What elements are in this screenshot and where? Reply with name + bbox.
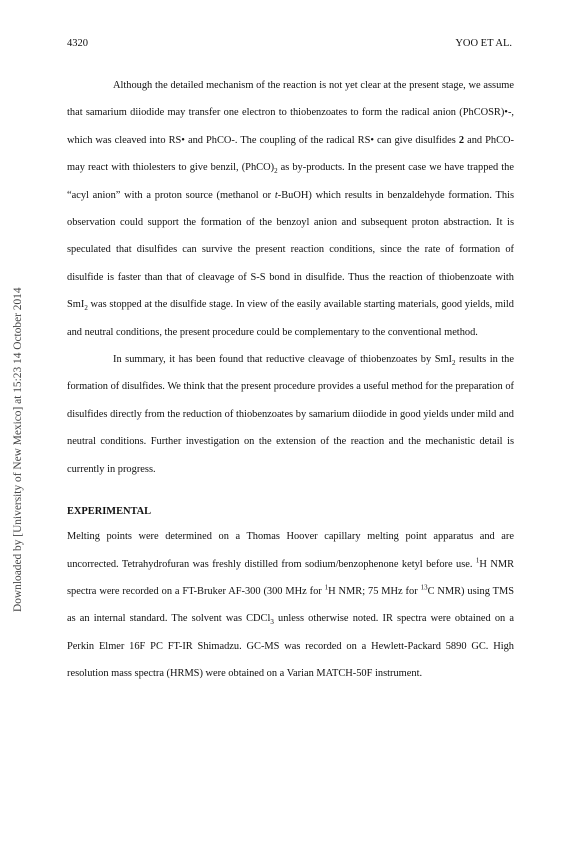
watermark-text: Downloaded by [University of New Mexico] at 15:23 14 October 2014	[12, 287, 24, 612]
page-number: 4320	[67, 38, 88, 49]
running-title: YOO ET AL.	[455, 38, 512, 49]
article-body	[67, 72, 514, 688]
running-header	[67, 38, 512, 52]
section-heading-experimental: EXPERIMENTAL	[67, 506, 152, 518]
compound-number: 2	[458, 134, 465, 146]
paragraph-mechanism: Although the detailed mechanism of the reaction is not yet clear at the present stage, we assume that samarium diiodide may transfer one electron to thiobenzoates to form the radical anion (PhCOSR)•-, which was cleaved into RS• and PhCO-. The coupling of the radical RS• can give disulfides 2 and PhCO- may react with thiolesters to give benzil, $(PhCO)_2$ as by-products. In the present case we have trapped the “acyl anion” with a proton source (methanol or t-BuOH) which results in benzaldehyde formation. This observation could support the formation of the benzoyl anion and subsequent proton abstraction. It is speculated that disulfides can survive the present reaction conditions, since the rate of formation of disulfide is faster than that of cleavage of S-S bond in disulfide. Thus the reaction of thiobenzoate with SmI$_2$ was stopped at the disulfide stage. In view of the easily available starting materials, good yields, mild and neutral conditions, the present procedure could be complementary to the conventional method.	[67, 80, 515, 338]
paragraph-summary: In summary, it has been found that reductive cleavage of thiobenzoates by SmI$_2$ results in the formation of disulfides. We think that the present procedure provides a useful method for the preparation of disulfides directly from the reduction of thiobenzoates by samarium diiodide in good yields under mild and neutral conditions. Further investigation on the extension of the reaction and the mechanistic detail is currently in progress.	[67, 354, 514, 475]
paragraph-experimental: Melting points were determined on a Thomas Hoover capillary melting point apparatus and are uncorrected. Tetrahydrofuran was freshly distilled from sodium/benzophenone ketyl before use. $^1$H NMR spectra were recorded on a FT-Bruker AF-300 (300 MHz for $^1$H NMR; 75 MHz for $^{13}$C NMR) using TMS as an internal standard. The solvent was CDCl$_3$ unless otherwise noted. IR spectra were obtained on a Perkin Elmer 16F PC FT-IR Shimadzu. GC-MS was recorded on a Hewlett-Packard 5890 GC. High resolution mass spectra (HRMS) were obtained on a Varian MATCH-50F instrument.	[67, 531, 515, 680]
